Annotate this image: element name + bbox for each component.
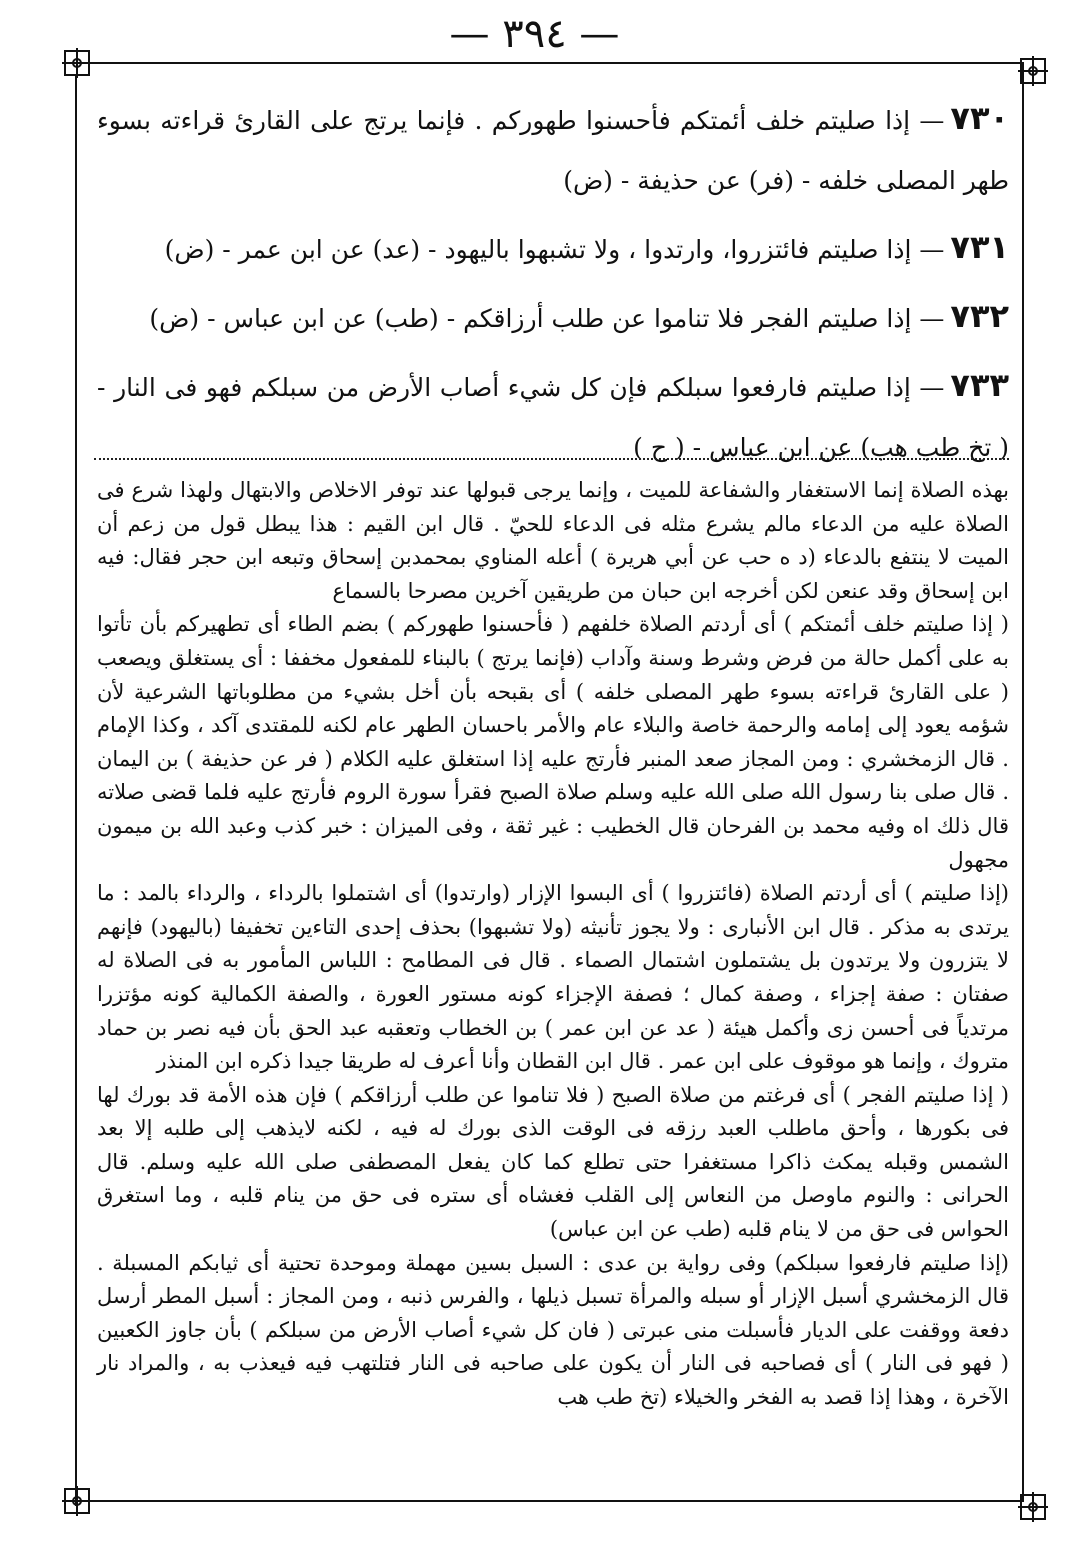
- commentary-paragraph: بهذه الصلاة إنما الاستغفار والشفاعة للميت ، وإنما يرجى قبولها عند توفر الاخلاص والابتهال ولهذا شرع فى الصلاة عليه من الدعاء مالم يشرع مثله فى الدعاء للحيّ . قال ابن القيم : هذا يبطل قول من زعم أن الميت لا ينتفع بالدعاء (د ه حب عن أبي هريرة ) أعله المناوي بمحمدبن إسحاق وتبعه ابن حجر فقال: فيه ابن إسحاق وقد عنعن لكن أخرجه ابن حبان من طريقين آخرين مصرحا بالسماع: [97, 478, 1009, 603]
- frame-right-line: [1022, 62, 1024, 1500]
- commentary-paragraph: ( إذا صليتم الفجر ) أى فرغتم من صلاة الصبح ( فلا تناموا عن طلب أرزاقكم ) فإن هذه الأمة قد بورك لها فى بكورها ، وأحق ماطلب العبد رزقه فى الوقت الذى بورك له فيه ، لكنه لايذهب إلى طلبه إلا بعد الشمس وقبله يمكث ذاكرا مستغفرا حتى تطلع كما كان يفعل المصطفى صلى الله عليه وسلم. قال الحرانى : والنوم ماوصل من النعاس إلى القلب فغشاه أى ستره فى حق من ينام قلبه ، وما استغرق الحواس فى حق من لا ينام قلبه (طب عن ابن عباس): [97, 1082, 1009, 1242]
- hadith-section: [97, 88, 1009, 462]
- frame-bottom-line: [92, 1500, 1024, 1502]
- hadith-text: — إذا صليتم خلف أئمتكم فأحسنوا طهوركم . فإنما يرتج على القارئ قراءته بسوء طهر المصلى خلفه - (فر) عن حذيفة - (ض): [97, 106, 1009, 195]
- corner-ornament-icon: [1018, 1492, 1048, 1522]
- frame-top-line: [92, 62, 1024, 64]
- hadith-number: ٧٣٣: [950, 366, 1009, 404]
- commentary-paragraph: ( إذا صليتم خلف أئمتكم ) أى أردتم الصلاة خلفهم ( فأحسنوا طهوركم ) بضم الطاء أى تطهيركم بأن تأتوا به على أكمل حالة من فرض وشرط وسنة وآداب (فإنما يرتج ) بالبناء للمفعول مخففا : أى يستغلق ويصعب ( على القارئ قراءته بسوء طهر المصلى خلفه ) أى بقبحه بأن أخل بشيء من مطلوباتها الشرعية لأن شؤمه يعود إلى إمامه والرحمة خاصة والبلاء عام والأمر باحسان الطهر عام لكنه للمقتدى آكد ، وكذا الإمام . قال الزمخشري : ومن المجاز صعد المنبر فأرتج عليه إذا استغلق عليه الكلام ( فر عن حذيفة ) بن اليمان . قال صلى بنا رسول الله صلى الله عليه وسلم صلاة الصبح فقرأ سورة الروم فأرتج عليه فلما قضى صلاته قال ذلك اه وفيه محمد بن الفرحان قال الخطيب : غير ثقة ، وفى الميزان : خبر كذب وعبد الله بن ميمون مجهول: [97, 612, 1009, 872]
- frame-left-line: [75, 76, 77, 1506]
- corner-ornament-icon: [1018, 56, 1048, 86]
- hadith-entry: [97, 286, 1009, 349]
- hadith-text: — إذا صليتم فارفعوا سبلكم فإن كل شيء أصاب الأرض من سبلكم فهو فى النار - ( تخ طب هب) عن ابن عباس - ( ح ): [97, 373, 1009, 462]
- hadith-text: — إذا صليتم فائتزروا، وارتدوا ، ولا تشبهوا باليهود - (عد) عن ابن عمر - (ض): [164, 235, 945, 264]
- hadith-entry: [97, 88, 1009, 211]
- hadith-number: ٧٣١: [950, 228, 1009, 266]
- hadith-entry: [97, 217, 1009, 280]
- commentary-section: [97, 474, 1009, 1487]
- commentary-paragraph: (إذا صليتم فارفعوا سبلكم) وفى رواية بن عدى : السبل بسين مهملة وموحدة تحتية أى ثيابكم المسبلة . قال الزمخشري أسبل الإزار أو سبله والمرأة تسبل ذيلها ، والفرس ذنبه ، ومن المجاز : أسبل المطر أرسل دفعة ووقفت على الديار فأسبلت منى عبرتى ( فان كل شيء أصاب الأرض من سبلكم ) بأن جاوز الكعبين ( فهو فى النار ) أى فصاحبه فى النار أن يكون على صاحبه فى النار فتلتهب فيه فيعذب به ، والمراد نار الآخرة ، وهذا إذا قصد به الفخر والخيلاء (تخ طب هب: [97, 1250, 1009, 1410]
- corner-ornament-icon: [62, 48, 92, 78]
- page-number: — ٣٩٤ —: [449, 11, 620, 57]
- hadith-number: ٧٣٢: [950, 297, 1009, 335]
- commentary-paragraph: (إذا صليتم ) أى أردتم الصلاة (فائتزروا ) أى البسوا الإزار (وارتدوا) أى اشتملوا بالرداء ، والرداء بالمد : ما يرتدى به مذكر . قال ابن الأنبارى : ولا يجوز تأنيثه (ولا تشبهوا) بحذف إحدى التاءين تخفيفا (باليهود) فإنهم لا يتزرون ولا يرتدون بل يشتملون اشتمال الصماء . قال فى المطامح : اللباس المأمور به فى الصلاة له صفتان : صفة إجزاء ، وصفة كمال ؛ فصفة الإجزاء كونه مستور العورة ، والصفة الكمالية كونه مؤتزرا مرتدياً فى أحسن زى وأكمل هيئة ( عد عن ابن عمر ) بن الخطاب وتعقبه عبد الحق بأن فيه نصر بن حماد متروك ، وإنما هو موقوف على ابن عمر . قال ابن القطان وأنا أعرف له طريقا جيدا ذكره ابن المنذر: [97, 881, 1009, 1074]
- section-divider: [94, 458, 1009, 460]
- corner-ornament-icon: [62, 1486, 92, 1516]
- hadith-number: ٧٣٠: [950, 99, 1009, 137]
- hadith-text: — إذا صليتم الفجر فلا تناموا عن طلب أرزاقكم - (طب) عن ابن عباس - (ض): [149, 304, 945, 333]
